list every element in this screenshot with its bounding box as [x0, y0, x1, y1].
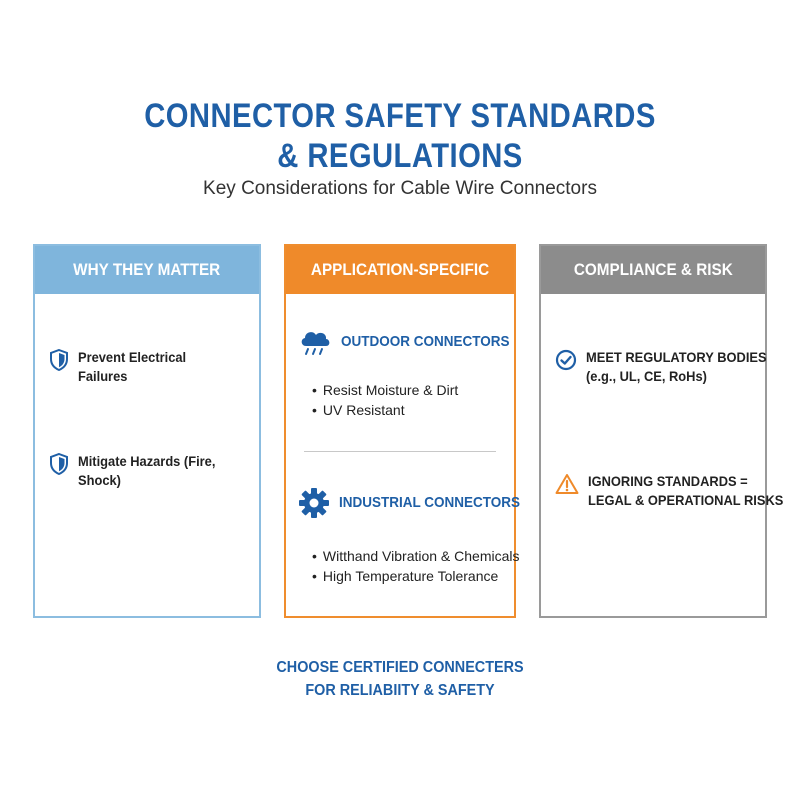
divider — [304, 451, 496, 452]
item-line-2: (e.g., UL, CE, RoHs) — [586, 368, 707, 384]
list-item — [49, 452, 249, 490]
item-text: Prevent Electrical Failures — [78, 349, 187, 384]
card-application-specific — [284, 244, 521, 618]
list-item — [555, 348, 765, 386]
footer-callout — [0, 656, 800, 702]
item-line-1: MEET REGULATORY BODIES — [586, 349, 767, 365]
gear-icon — [298, 487, 330, 519]
list-item: • High Temperature Tolerance — [312, 566, 520, 586]
warning-icon — [555, 473, 579, 495]
section-title: OUTDOOR CONNECTORS — [341, 333, 510, 350]
card-why-they-matter — [33, 244, 261, 618]
section-outdoor — [298, 326, 528, 357]
item-line-2: LEGAL & OPERATIONAL RISKS — [588, 492, 784, 508]
section-title: INDUSTRIAL CONNECTORS — [339, 494, 521, 511]
list-item — [555, 472, 784, 510]
bullet-list — [312, 380, 458, 420]
card-header: APPLICATION-SPECIFIC — [286, 246, 514, 294]
footer-line-2: FOR RELIABIITY & SAFETY — [305, 682, 495, 699]
item-text: Mitigate Hazards (Fire, Shock) — [78, 453, 216, 488]
list-item: • Witthand Vibration & Chemicals — [312, 546, 520, 566]
title-line-2: & REGULATIONS — [277, 137, 523, 175]
list-item: • UV Resistant — [312, 400, 458, 420]
section-industrial — [298, 486, 540, 519]
card-header: COMPLIANCE & RISK — [541, 246, 765, 294]
title-line-1: CONNECTOR SAFETY STANDARDS — [144, 97, 656, 135]
card-header: WHY THEY MATTER — [35, 246, 259, 294]
footer-line-1: CHOOSE CERTIFIED CONNECTERS — [276, 659, 524, 676]
page-title — [56, 96, 744, 176]
check-circle-icon — [555, 349, 577, 371]
shield-icon — [49, 349, 69, 371]
shield-icon — [49, 453, 69, 475]
bullet-list — [312, 546, 520, 586]
rain-cloud-icon — [298, 327, 332, 357]
page-subtitle: Key Considerations for Cable Wire Connectors — [203, 178, 597, 199]
item-line-1: IGNORING STANDARDS = — [588, 473, 748, 489]
list-item: • Resist Moisture & Dirt — [312, 380, 458, 400]
card-compliance-risk — [539, 244, 784, 618]
list-item — [49, 348, 249, 386]
